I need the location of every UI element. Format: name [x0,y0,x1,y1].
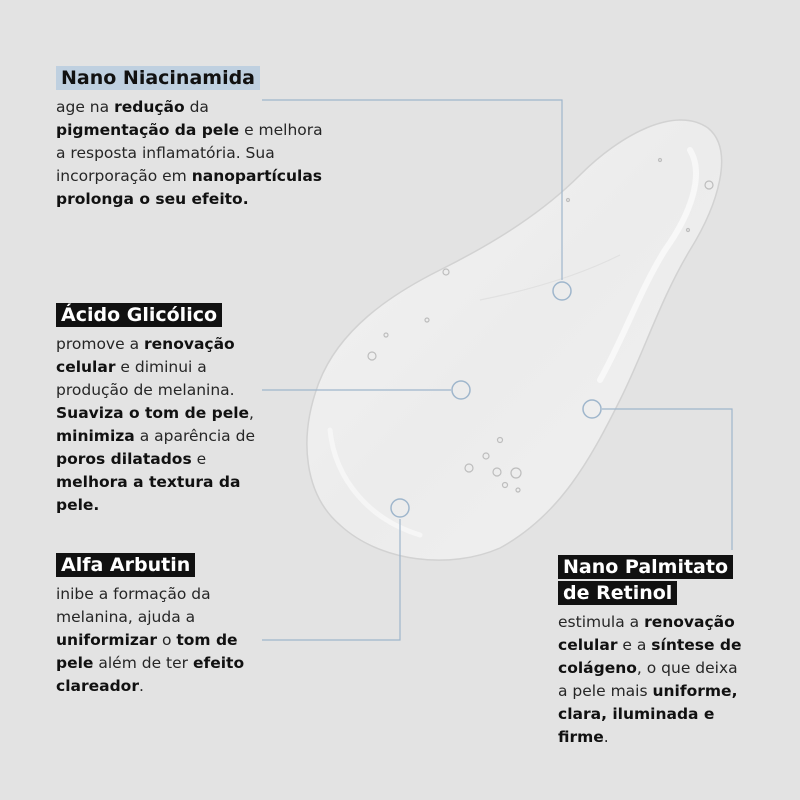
description-text: além de ter [93,654,193,672]
description-highlight: redução [114,98,185,116]
description-highlight: síntese de colágeno [558,636,742,677]
ingredient-acido-glicolico [56,303,278,517]
description-highlight: tom de pele [56,631,238,672]
ingredient-description [56,583,252,698]
ingredient-description [558,611,748,749]
description-highlight: uniformizar [56,631,158,649]
description-text: inibe a formação da melanina, ajuda a [56,585,211,626]
description-text: e [191,450,207,468]
description-text: promove a [56,335,144,353]
ingredient-title [56,553,252,577]
description-text: estimula a [558,613,645,631]
description-highlight: efeito clareador [56,654,245,695]
ingredient-title [56,303,278,327]
ingredient-title-label: Alfa Arbutin [56,553,195,577]
description-highlight: nanopartículas prolonga o seu efeito. [56,167,323,208]
ingredient-title-label: Nano Niacinamida [56,66,260,90]
description-highlight: Suaviza o tom de pele [56,404,250,422]
ingredient-title-label: de Retinol [558,581,677,605]
description-text: o [157,631,177,649]
description-text: , [249,404,254,422]
ingredient-title [558,555,748,605]
description-highlight: renovação celular [558,613,735,654]
description-highlight: renovação celular [56,335,235,376]
description-highlight: melhora a textura da pele. [56,473,241,514]
description-text: age na [56,98,115,116]
description-text: , o que deixa a pele mais [558,659,738,700]
description-highlight: pigmentação da pele [56,121,240,139]
description-text: . [603,728,609,746]
description-text: . [138,677,144,695]
description-text: e a [617,636,652,654]
ingredient-description [56,96,326,211]
ingredient-alfa-arbutin [56,553,252,698]
description-text: e melhora a resposta inflamatória. Sua incorporação em [56,121,323,185]
ingredient-niacinamida [56,66,326,211]
description-text: da [184,98,209,116]
description-highlight: minimiza [56,427,135,445]
ingredient-title-label: Ácido Glicólico [56,303,222,327]
description-highlight: poros dilatados [56,450,192,468]
ingredient-description [56,333,278,517]
description-highlight: uniforme, clara, iluminada e firme [558,682,738,746]
ingredient-title [56,66,326,90]
description-text: e diminui a produção de melanina. [56,358,235,399]
ingredient-title-label: Nano Palmitato [558,555,733,579]
ingredient-palmitato-retinol [558,555,748,749]
description-text: a aparência de [134,427,255,445]
